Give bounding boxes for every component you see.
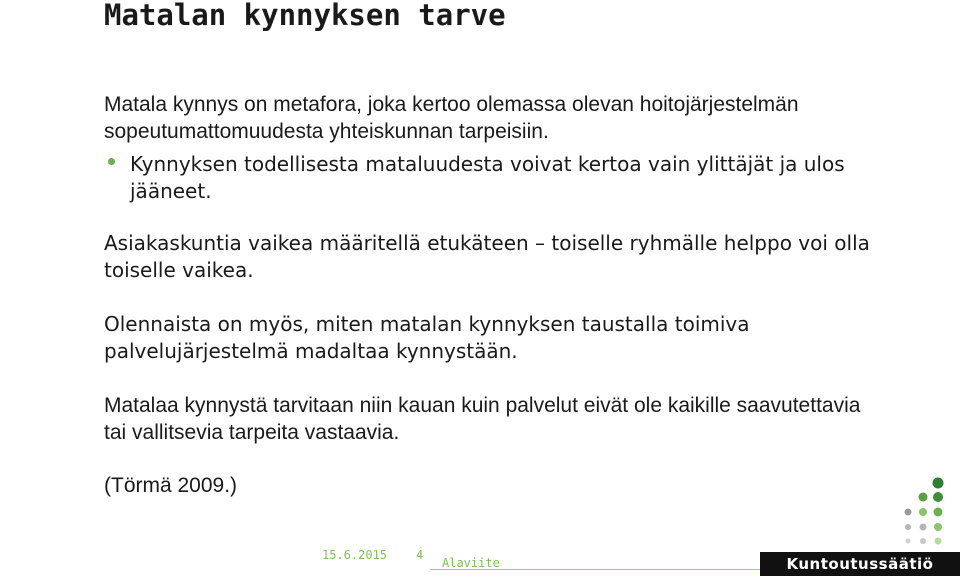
paragraph-service-system: Olennaista on myös, miten matalan kynnyksen taustalla toimiva palvelujärjestelmä madaltaa kynnystään. — [104, 312, 750, 363]
paragraph-need: Matalaa kynnystä tarvitaan niin kauan kuin palvelut eivät ole kaikille saavutettavia tai vallitsevia tarpeita vastaavia. — [104, 394, 861, 444]
slide-title: Matalan kynnyksen tarve — [104, 0, 506, 32]
page-number: 4 — [416, 548, 424, 562]
paragraph-metaphor: Matala kynnys on metafora, joka kertoo olemassa olevan hoitojärjestelmän sopeutumattomuudesta yhteiskunnan tarpeisiin. — [104, 93, 799, 143]
footer-note: Alaviite — [442, 556, 500, 570]
brand-logo — [760, 552, 960, 576]
paragraph-clientele: Asiakaskuntia vaikea määritellä etukäteen – toiselle ryhmälle helppo voi olla toiselle vaikea. — [104, 231, 870, 282]
bullet-item: Kynnyksen todellisesta mataluudesta voivat kertoa vain ylittäjät ja ulos jääneet. — [130, 152, 845, 203]
citation: (Törmä 2009.) — [104, 474, 238, 497]
brand-name: Kuntoutussäätiö — [786, 555, 934, 573]
footer-date: 15.6.2015 — [322, 548, 388, 562]
